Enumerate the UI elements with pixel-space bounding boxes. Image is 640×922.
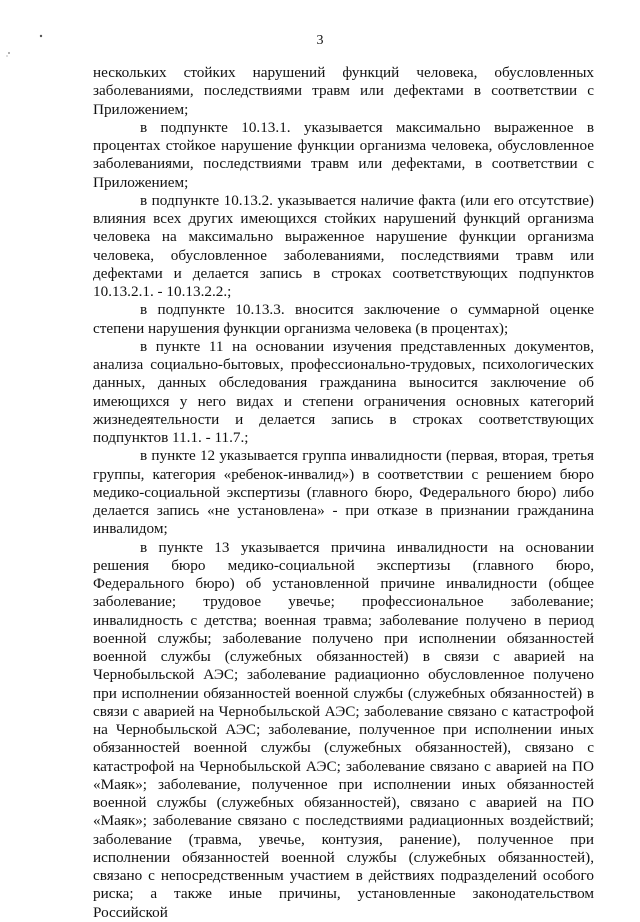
paragraph-clause-11: в пункте 11 на основании изучения представленных документов, анализа социально-бытовых, профессионально-трудовых, психологических данных, данных обследования гражданина выносится заключение об имеющихся у него видах и степени ограничения основных категорий жизнедеятельности и делается запись в строках соответствующих подпунктов 11.1. - 11.7.; bbox=[93, 337, 594, 446]
paragraph-clause-13: в пункте 13 указывается причина инвалидности на основании решения бюро медико-социальной экспертизы (главного бюро, Федерального бюро) об установленной причине инвалидности (общее заболевание; трудовое увечье; профессиональное заболевание; инвалидность с детства; военная травма; заболевание получено в период военной службы; заболевание получено при исполнении обязанностей военной службы (служебных обязанностей) в связи с аварией на Чернобыльской АЭС; заболевание радиационно обусловленное получено при исполнении обязанностей военной службы (служебных обязанностей) в связи с аварией на Чернобыльской АЭС; заболевание связано с катастрофой на Чернобыльской АЭС; заболевание, полученное при исполнении иных обязанностей военной службы (служебных обязанностей), связано с катастрофой на Чернобыльской АЭС; заболевание связано с аварией на ПО «Маяк»; заболевание, полученное при исполнении иных обязанностей военной службы (служебных обязанностей), связано с аварией на ПО «Маяк»; заболевание связано с последствиями радиационных воздействий; заболевание (травма, увечье, контузия, ранение), полученное при исполнении обязанностей военной службы (служебных обязанностей), связано с непосредственным участием в действиях подразделений особого риска; а также иные причины, установленные законодательством Российской bbox=[93, 538, 594, 921]
paragraph-clause-12: в пункте 12 указывается группа инвалидности (первая, вторая, третья группы, категория «ребенок-инвалид») в соответствии с решением бюро медико-социальной экспертизы (главного бюро, Федерального бюро) либо делается запись «не установлена» - при отказе в признании гражданина инвалидом; bbox=[93, 447, 594, 538]
page-number: 3 bbox=[316, 33, 324, 48]
paragraph-subclause-10-13-3: в подпункте 10.13.3. вносится заключение о суммарной оценке степени нарушения функции организма человека (в процентах); bbox=[93, 301, 594, 337]
document-body bbox=[93, 64, 594, 922]
paragraph-subclause-10-13-2: в подпункте 10.13.2. указывается наличие факта (или его отсутствие) влияния всех других имеющихся стойких нарушений функций организма человека на максимально выраженное нарушение функции организма человека, обусловленное заболеваниями, последствиями травм или дефектами и делается запись в строках соответствующих подпунктов 10.13.2.1. - 10.13.2.2.; bbox=[93, 191, 594, 300]
paragraph-subclause-10-13-1: в подпункте 10.13.1. указывается максимально выраженное в процентах стойкое нарушение функции организма человека, обусловленное заболеваниями, последствиями травм или дефектами, в соответствии с Приложением; bbox=[93, 118, 594, 191]
paragraph-continuation: нескольких стойких нарушений функций человека, обусловленных заболеваниями, последствиями травм или дефектами в соответствии с Приложением; bbox=[93, 64, 594, 118]
scan-specks bbox=[0, 0, 60, 60]
